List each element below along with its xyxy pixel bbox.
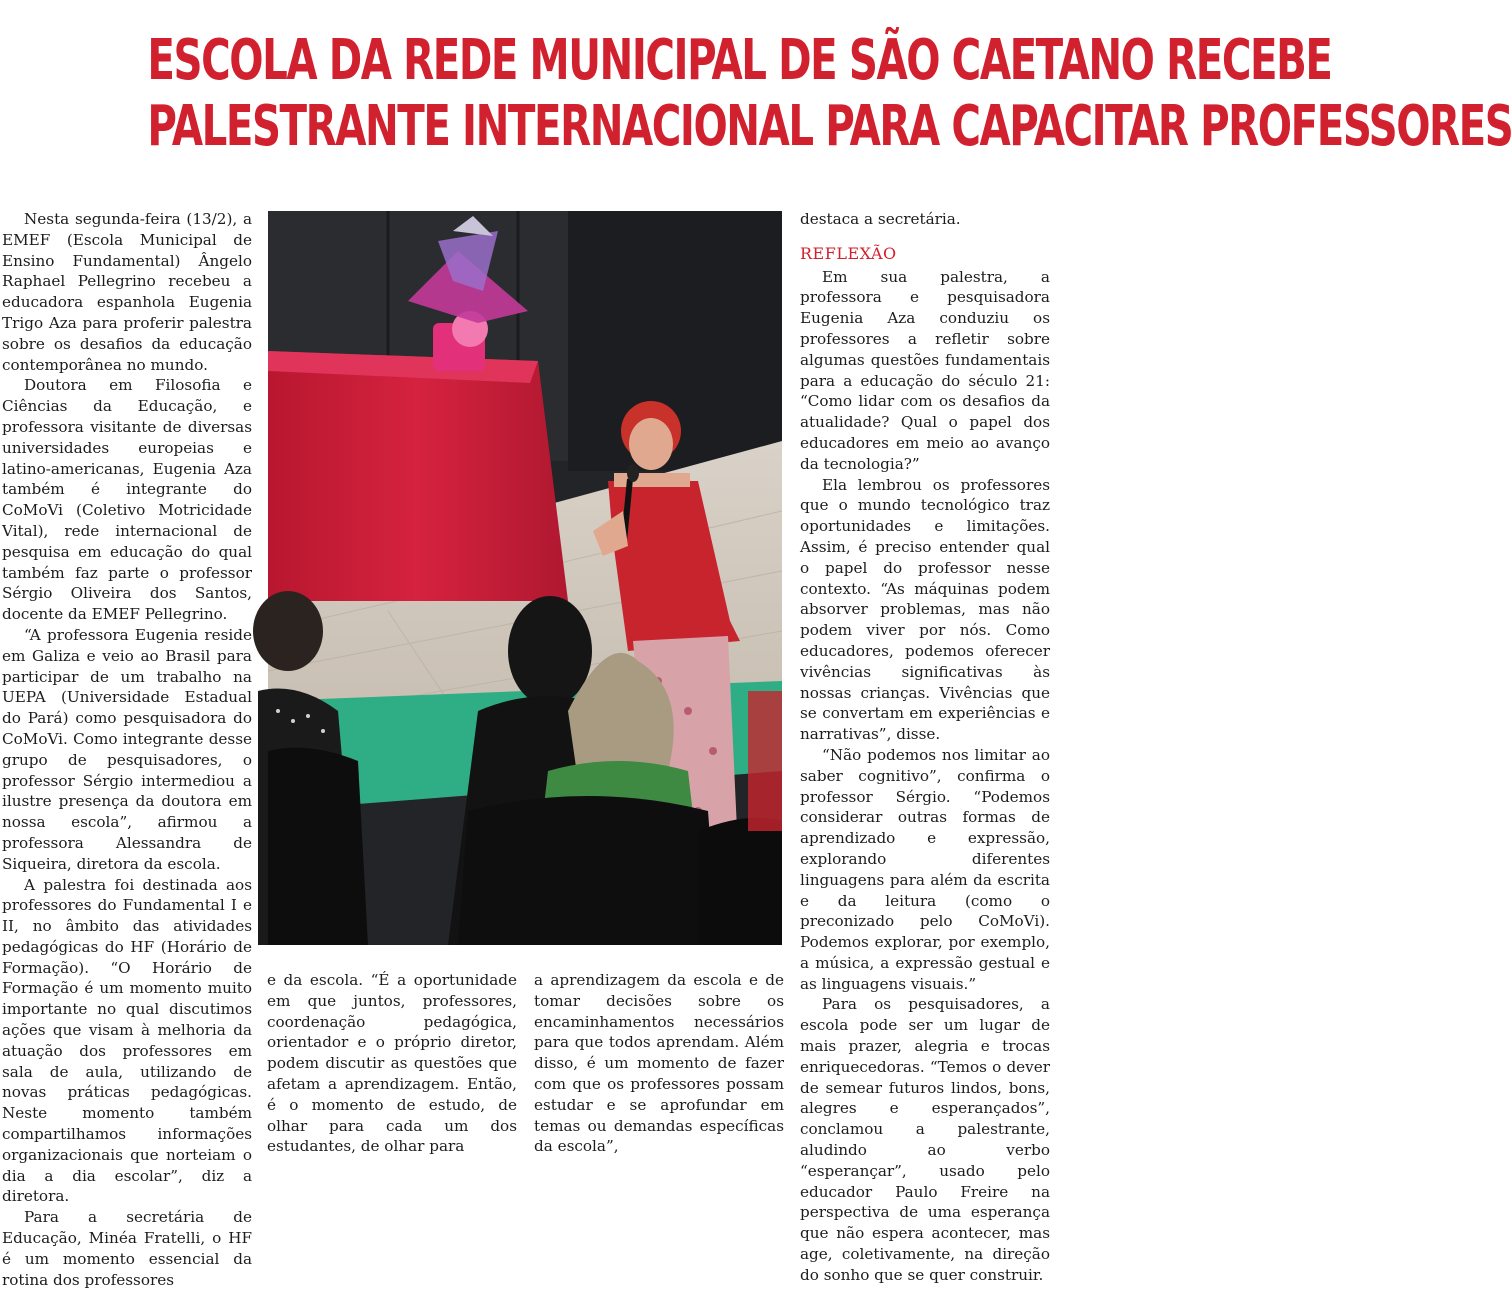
- article-column-4: [800, 209, 1050, 1286]
- paragraph: Para a secretária de Educação, Minéa Fratelli, o HF é um momento essencial da rotina dos professores: [2, 1208, 252, 1289]
- paragraph: Ela lembrou os professores que o mundo tecnológico traz oportunidades e limitações. Assim, é preciso entender qual o papel do professor nesse contexto. “As máquinas podem absorver problemas, mas não podem viver por nós. Como educadores, podemos oferecer vivências significativas às nossas crianças. Vivências que se convertam em experiências e narrativas”, disse.: [800, 475, 1050, 744]
- section-heading: REFLEXÃO: [800, 243, 897, 263]
- paragraph: “A professora Eugenia reside em Galiza e veio ao Brasil para participar de um trabalho na UEPA (Universidade Estadual do Pará) como pesquisadora do CoMoVi. Como integrante desse grupo de pesquisadores, o professor Sérgio intermediou a ilustre presença da doutora em nossa escola”, afirmou a professora Alessandra de Siqueira, diretora da escola.: [2, 625, 252, 873]
- event-photo: [268, 211, 782, 945]
- headline-line-1: ESCOLA DA REDE MUNICIPAL DE SÃO CAETANO RECEBE: [147, 28, 1332, 93]
- paragraph: e da escola. “É a oportunidade em que juntos, professores, coordenação pedagógica, orientador e o próprio diretor, podem discutir as questões que afetam a aprendizagem. Então, é o momento de estudo, de olhar para cada um dos estudantes, de olhar para: [267, 971, 517, 1156]
- paragraph: destaca a secretária.: [800, 210, 961, 228]
- paragraph: a aprendizagem da escola e de tomar decisões sobre os encaminhamentos necessários para que todos aprendam. Além disso, é um momento de fazer com que os professores possam estudar e se aprofundar em temas ou demandas específicas da escola”,: [534, 971, 784, 1156]
- paragraph: A palestra foi destinada aos professores do Fundamental I e II, no âmbito das atividades pedagógicas do HF (Horário de Formação). “O Horário de Formação é um momento muito importante no qual discutimos ações que visam à melhoria da atuação dos professores em sala de aula, utilizando de novas práticas pedagógicas. Neste momento também compartilhamos informações organizacionais que norteiam o dia a dia escolar”, diz a diretora.: [2, 875, 252, 1206]
- article-column-1: [2, 209, 252, 1290]
- headline: [147, 28, 1512, 160]
- article-column-3: [534, 970, 784, 1157]
- paragraph: Nesta segunda-feira (13/2), a EMEF (Escola Municipal de Ensino Fundamental) Ângelo Raphael Pellegrino recebeu a educadora espanhola Eugenia Trigo Aza para proferir palestra sobre os desafios da educação contemporânea no mundo.: [2, 210, 252, 374]
- paragraph: Doutora em Filosofia e Ciências da Educação, e professora visitante de diversas universidades europeias e latino-americanas, Eugenia Aza também é integrante do CoMoVi (Coletivo Motricidade Vital), rede internacional de pesquisa em educação do qual também faz parte o professor Sérgio Oliveira dos Santos, docente da EMEF Pellegrino.: [2, 376, 252, 624]
- paragraph: Em sua palestra, a professora e pesquisadora Eugenia Aza conduziu os professores a refletir sobre algumas questões fundamentais para a educação do século 21: “Como lidar com os desafios da atualidade? Qual o papel dos educadores em meio ao avanço da tecnologia?”: [800, 267, 1050, 473]
- article-column-2: [267, 970, 517, 1157]
- paragraph: Para os pesquisadores, a escola pode ser um lugar de mais prazer, alegria e trocas enriquecedoras. “Temos o dever de semear futuros lindos, bons, alegres e esperançados”, conclamou a palestrante, aludindo ao verbo “esperançar”, usado pelo educador Paulo Freire na perspectiva de uma esperança que não espera acontecer, mas age, coletivamente, na direção do sonho que se quer construir.: [800, 995, 1050, 1284]
- paragraph: “Não podemos nos limitar ao saber cognitivo”, confirma o professor Sérgio. “Podemos considerar outras formas de aprendizado e expressão, explorando diferentes linguagens para além da escrita e da leitura (como o preconizado pelo CoMoVi). Podemos explorar, por exemplo, a música, a expressão gestual e as linguagens visuais.”: [800, 745, 1050, 993]
- headline-line-2: PALESTRANTE INTERNACIONAL PARA CAPACITAR PROFESSORES: [147, 94, 1512, 159]
